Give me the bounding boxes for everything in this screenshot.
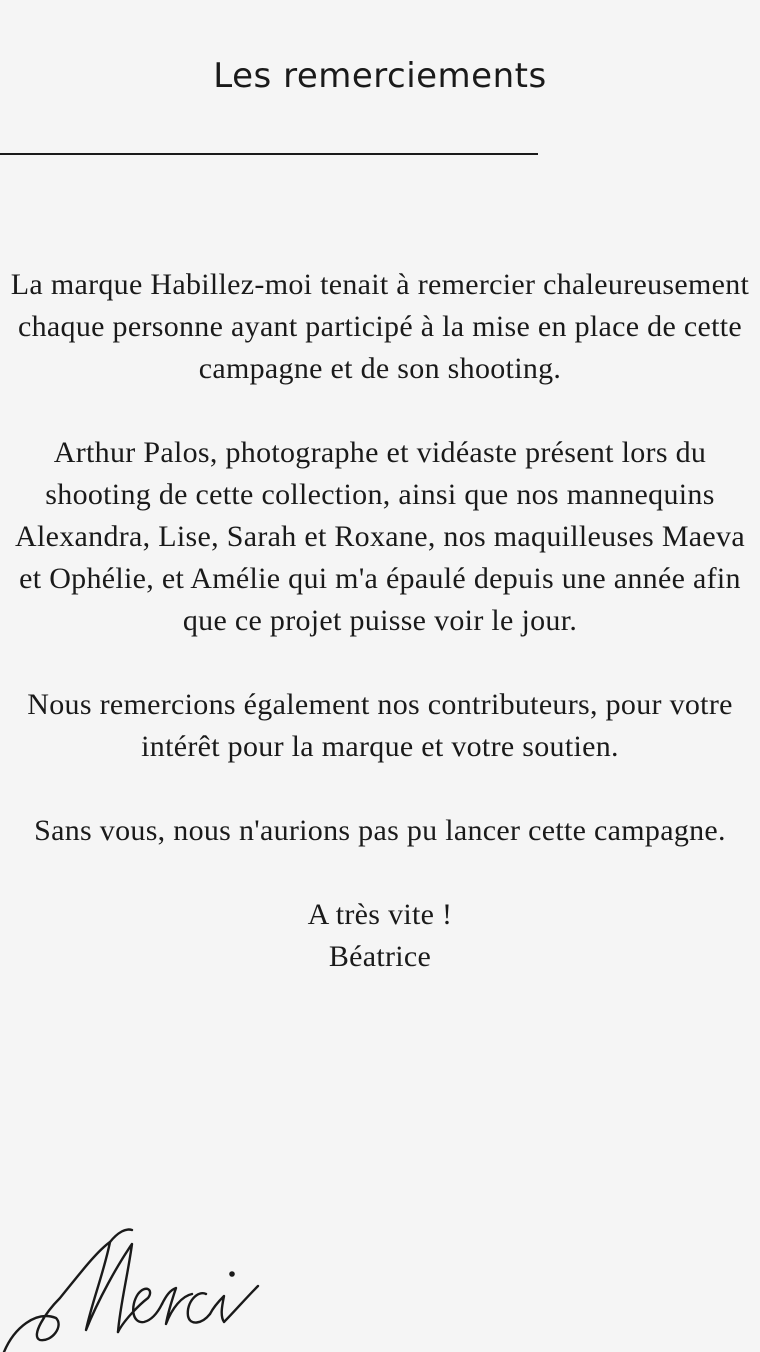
closing-line: A très vite ! bbox=[307, 898, 453, 931]
page-title: Les remerciements bbox=[213, 56, 547, 96]
paragraph-campaign: Sans vous, nous n'aurions pas pu lancer cette campagne. bbox=[34, 814, 726, 847]
title-divider bbox=[0, 153, 538, 155]
merci-script-lettering bbox=[0, 1202, 280, 1352]
signature-name: Béatrice bbox=[328, 940, 432, 973]
paragraph-intro: La marque Habillez-moi tenait à remercier chaleureusement chaque personne ayant participé à la mise en place de cette campagne et de son shooting. bbox=[10, 268, 750, 385]
paragraph-contributors-team: Arthur Palos, photographe et vidéaste présent lors du shooting de cette collection, ainsi que nos mannequins Alexandra, Lise, Sarah et Roxane, nos maquilleuses Maeva et Ophélie, et Amélie qui m'a épaulé depuis une année afin que ce projet puisse voir le jour. bbox=[15, 436, 745, 637]
paragraph-supporters: Nous remercions également nos contributeurs, pour votre intérêt pour la marque et votre soutien. bbox=[27, 688, 733, 763]
closing-block bbox=[10, 894, 750, 978]
thank-you-message bbox=[10, 264, 750, 978]
